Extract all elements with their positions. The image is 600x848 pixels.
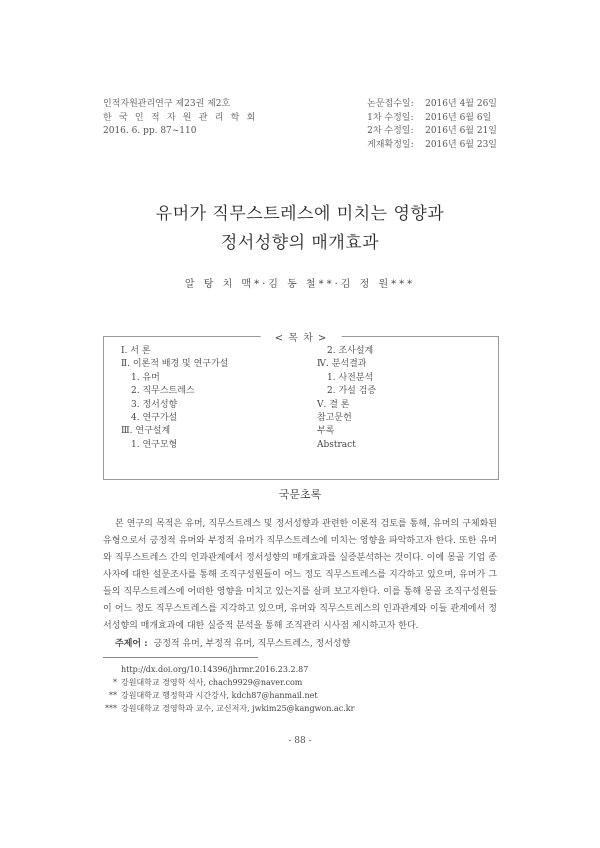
toc-item: 2. 조사설계 bbox=[327, 346, 374, 356]
title-line-2: 정서성향의 매개효과 bbox=[220, 233, 380, 253]
toc-item: Ⅲ. 연구설계 bbox=[121, 426, 171, 437]
author-list: 알 탕 치 맥*·김 동 철**·김 정 원*** bbox=[184, 279, 416, 290]
table-of-contents bbox=[103, 333, 499, 480]
abstract-body bbox=[103, 516, 497, 635]
toc-left-column bbox=[121, 345, 228, 452]
toc-item: 부록 bbox=[317, 426, 335, 437]
footnotes bbox=[103, 663, 354, 715]
abstract-heading: 국문초록 bbox=[278, 488, 322, 501]
footnote-divider bbox=[103, 657, 258, 658]
toc-item: Ⅰ. 서 론 bbox=[121, 346, 151, 356]
toc-item: 2. 가설 검증 bbox=[327, 386, 377, 397]
toc-right-column bbox=[317, 345, 376, 452]
toc-item: Ⅴ. 결 론 bbox=[317, 399, 350, 410]
toc-item: 2. 직무스트레스 bbox=[131, 386, 195, 397]
footnote-marker: *** bbox=[105, 704, 117, 713]
date-value: 2016년 4월 26일 bbox=[425, 99, 497, 109]
abstract-paragraph: 본 연구의 목적은 유머, 직무스트레스 및 정서성향과 관련한 이론적 검토를 통해, 유머의 구체화된 유형으로서 긍정적 유머와 부정적 유머가 직무스트레스에 미치는 영향을 파악하고자 한다. 또한 유머와 직무스트레스 간의 인과관계에서 정서성향의 매개효과를 실증분석하는 것이다. 이에 몽골 기업 종사자에 대한 설문조사를 통해 조직구성원들이 어느 정도 직무스트레스를 지각하고 있으며, 유머가 그들의 직무스트레스에 어떠한 영향을 미치고 있는지를 살펴 보고자한다. 이를 통해 몽골 조직구성원들이 어느 정도 직무스트레스를 지각하고 있으며, 유머와 직무스트레스의 인과관계와 이들 관계에서 정서성향의 매개효과에 대한 실증적 분석을 통해 조직관리 시사점 제시하고자 한다. bbox=[103, 519, 497, 631]
toc-item: 3. 정서성향 bbox=[131, 399, 178, 410]
page-number: - 88 - bbox=[288, 736, 312, 746]
footnote bbox=[103, 676, 354, 689]
journal-name: 인적자원관리연구 제23권 제2호 bbox=[103, 99, 231, 109]
toc-item: 참고문헌 bbox=[317, 413, 352, 424]
footnote bbox=[103, 702, 354, 715]
society-name: 한 국 인 적 자 원 관 리 학 회 bbox=[103, 112, 258, 123]
footnote bbox=[103, 689, 354, 702]
date-row bbox=[367, 139, 497, 153]
journal-info bbox=[103, 98, 258, 139]
footnote-text: 강원대학교 행정학과 시간강사, kdch87@hanmail.net bbox=[121, 691, 318, 700]
submission-dates bbox=[367, 98, 497, 152]
date-row bbox=[367, 125, 497, 139]
date-label: 논문접수일: bbox=[367, 99, 414, 109]
paper-title bbox=[0, 200, 600, 258]
title-line-1: 유머가 직무스트레스에 미치는 영향과 bbox=[155, 204, 445, 224]
footnote-text: 강원대학교 경영학과 교수, 교신저자, jwkim25@kangwon.ac.kr bbox=[121, 704, 355, 713]
date-label: 2차 수정일: bbox=[367, 126, 414, 136]
date-value: 2016년 6월 6일 bbox=[425, 112, 492, 123]
date-value: 2016년 6월 23일 bbox=[425, 139, 497, 150]
keywords-value: 긍정적 유머, 부정적 유머, 직무스트레스, 정서성향 bbox=[153, 639, 351, 649]
toc-item: Abstract bbox=[317, 439, 356, 450]
footnote-text: 강원대학교 경영학 석사, chach9929@naver.com bbox=[121, 678, 303, 687]
footnote-text: http://dx.doi.org/10.14396/jhrmr.2016.23.2.87 bbox=[121, 665, 309, 674]
footnote-marker: ** bbox=[109, 691, 117, 700]
toc-item: 1. 유머 bbox=[131, 372, 160, 383]
date-row bbox=[367, 112, 497, 126]
toc-heading: < 목 차 > bbox=[261, 329, 342, 344]
footnote-marker: * bbox=[113, 678, 117, 687]
toc-item: 1. 사전분석 bbox=[327, 372, 374, 383]
toc-item: Ⅱ. 이론적 배경 및 연구가설 bbox=[121, 359, 229, 370]
date-value: 2016년 6월 21일 bbox=[425, 126, 497, 136]
keywords bbox=[115, 636, 350, 649]
keywords-label: 주제어 : bbox=[115, 639, 148, 649]
footnote bbox=[103, 663, 354, 676]
issue-info: 2016. 6. pp. 87~110 bbox=[103, 126, 197, 136]
toc-item: Ⅳ. 분석결과 bbox=[317, 359, 367, 370]
date-label: 게재확정일: bbox=[367, 139, 414, 150]
date-label: 1차 수정일: bbox=[367, 112, 414, 123]
toc-item: 4. 연구가설 bbox=[131, 413, 178, 424]
date-row bbox=[367, 98, 497, 112]
toc-item: 1. 연구모형 bbox=[131, 439, 178, 450]
